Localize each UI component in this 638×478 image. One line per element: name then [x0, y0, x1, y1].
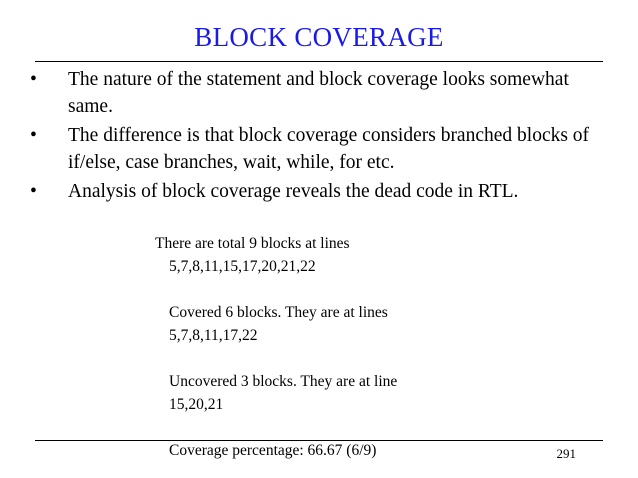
uncovered-blocks-lines: 15,20,21	[169, 396, 224, 413]
covered-blocks-heading: Covered 6 blocks. They are at lines	[169, 304, 388, 321]
bullet-item	[28, 122, 608, 176]
bullet-item	[28, 66, 608, 120]
uncovered-blocks-heading: Uncovered 3 blocks. They are at line	[169, 373, 398, 390]
block-coverage-summary	[155, 232, 575, 462]
spacer	[155, 347, 575, 370]
bullet-marker: •	[30, 181, 37, 202]
spacer	[155, 416, 575, 439]
bullet-text: The difference is that block coverage considers branched blocks of if/else, case branches, wait, while, for etc.	[68, 125, 590, 173]
slide-title: BLOCK COVERAGE	[194, 22, 444, 52]
bullet-list	[28, 66, 608, 207]
covered-blocks-lines: 5,7,8,11,17,22	[169, 327, 258, 344]
bullet-marker: •	[30, 125, 37, 146]
top-divider	[35, 61, 603, 62]
bullet-marker: •	[30, 69, 37, 90]
bottom-divider	[35, 440, 603, 441]
spacer	[155, 278, 575, 301]
bullet-text: The nature of the statement and block coverage looks somewhat same.	[68, 69, 569, 117]
bullet-item	[28, 178, 608, 205]
page-number: 291	[556, 446, 576, 461]
total-blocks-heading: There are total 9 blocks at lines	[155, 235, 350, 252]
bullet-text: Analysis of block coverage reveals the dead code in RTL.	[68, 181, 519, 202]
coverage-percentage: Coverage percentage: 66.67 (6/9)	[169, 442, 377, 459]
total-blocks-lines: 5,7,8,11,15,17,20,21,22	[169, 258, 316, 275]
